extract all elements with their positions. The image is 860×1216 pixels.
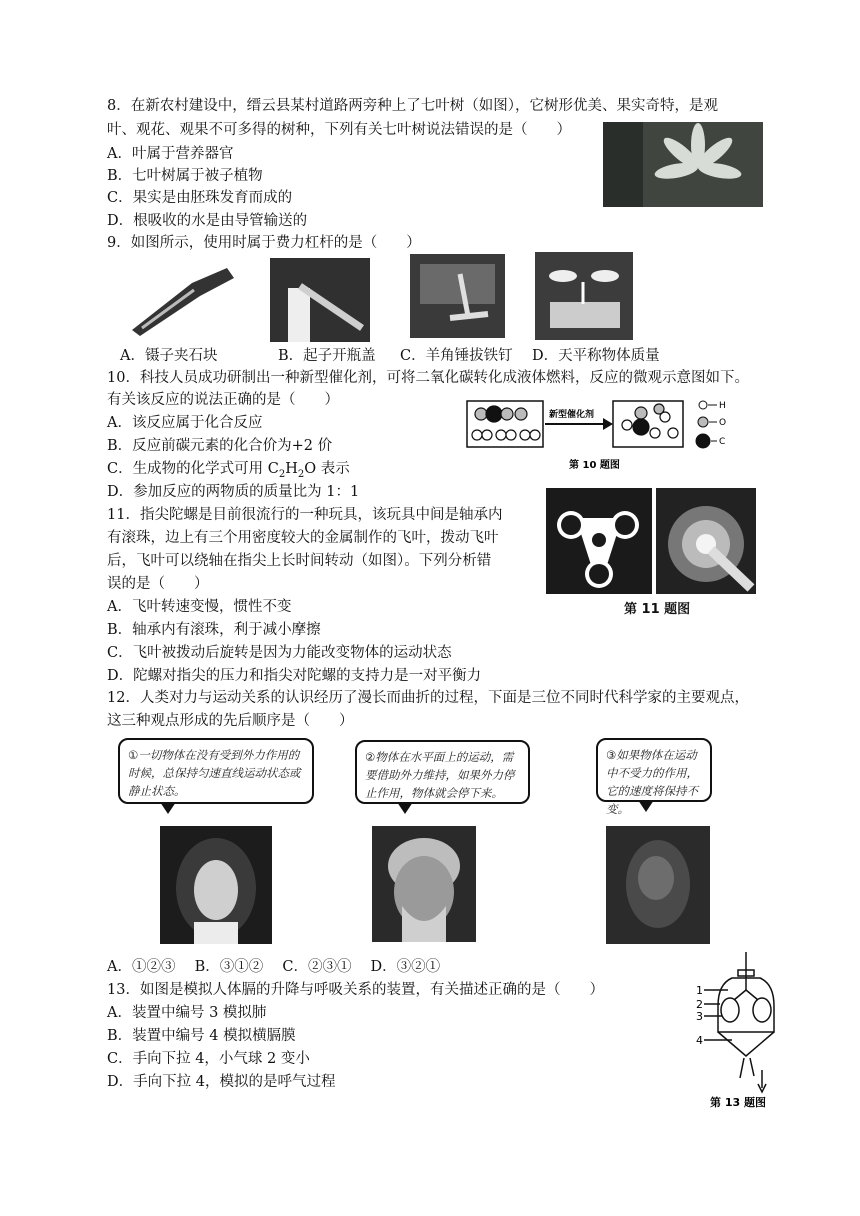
q13-caption: 第 13 题图: [710, 1096, 766, 1109]
label-2: 2: [696, 998, 703, 1011]
q11-stem-line1: 11．指尖陀螺是目前很流行的一种玩具，该玩具中间是轴承内: [107, 507, 503, 523]
claw-hammer-picture: [410, 254, 505, 338]
q11-caption: 第 11 题图: [624, 602, 691, 617]
diaphragm-model-diagram: [696, 950, 796, 1110]
legend-h: H: [719, 401, 726, 411]
newton-portrait: [160, 826, 272, 944]
q8-option-d: D．根吸收的水是由导管输送的: [107, 213, 308, 229]
q11-option-b: B．轴承内有滚珠，利于减小摩擦: [107, 622, 321, 638]
label-3: 3: [696, 1010, 703, 1023]
c-subscript: 2: [278, 468, 286, 480]
h-symbol: H: [285, 461, 298, 477]
seven-leaf-tree-photo: [603, 122, 763, 207]
q9-options-row: [120, 347, 660, 365]
h-subscript: 2: [297, 468, 305, 480]
legend-c: C: [719, 437, 726, 447]
q10-option-a: A．该反应属于化合反应: [107, 415, 263, 431]
q8-stem-line1: 8．在新农村建设中，缙云县某村道路两旁种上了七叶树（如图），它树形优美、果实奇特，是观: [107, 98, 718, 114]
q8-option-b: B．七叶树属于被子植物: [107, 168, 263, 184]
q10-stem-line1: 10．科技人员成功研制出一种新型催化剂，可将二氧化碳转化成液体燃料，反应的微观示意图如下。: [107, 370, 749, 386]
q11-stem-line4: 误的是（ ）: [107, 576, 209, 592]
fidget-spinner-photos: [546, 488, 756, 594]
q12-options: A．①②③ B．③①② C．②③① D．③②①: [107, 959, 441, 975]
q12-stem-line2: 这三种观点形成的先后顺序是（ ）: [107, 713, 354, 729]
galileo-portrait: [606, 826, 710, 944]
q10-option-d: D．参加反应的两物质的质量比为 1：1: [107, 484, 360, 500]
label-4: 4: [696, 1034, 703, 1047]
q10-option-b: B．反应前碳元素的化合价为+2 价: [107, 438, 333, 454]
aristotle-portrait: [372, 826, 476, 942]
viewpoint-bubble-2: ②物体在水平面上的运动，需要借助外力维持，如果外力停止作用，物体就会停下来。: [355, 740, 530, 804]
q13-option-c: C．手向下拉 4，小气球 2 变小: [107, 1051, 310, 1067]
q11-stem-line3: 后，飞叶可以绕轴在指尖上长时间转动（如图）。下列分析错: [107, 553, 492, 569]
balance-scale-picture: [535, 252, 633, 340]
q11-option-c: C．飞叶被拨动后旋转是因为力能改变物体的运动状态: [107, 645, 452, 661]
q9-stem: 9．如图所示，使用时属于费力杠杆的是（ ）: [107, 235, 421, 251]
q8-option-a: A．叶属于营养器官: [107, 146, 234, 162]
label-1: 1: [696, 984, 703, 997]
q10-caption: 第 10 题图: [569, 460, 620, 471]
viewpoint-bubble-1: ①一切物体在没有受到外力作用的时候，总保持匀速直线运动状态或静止状态。: [118, 738, 314, 804]
reaction-diagram: [465, 395, 745, 475]
q8-stem-line2: 叶、观花、观果不可多得的树种，下列有关七叶树说法错误的是（ ）: [107, 122, 571, 138]
bottle-opener-picture: [270, 258, 370, 342]
q9-option-d: D．天平称物体质量: [532, 348, 660, 364]
q9-option-c: C．羊角锤拔铁钉: [400, 348, 513, 364]
q13-stem: 13．如图是模拟人体膈的升降与呼吸关系的装置，有关描述正确的是（ ）: [107, 982, 604, 998]
formula-tail: O 表示: [304, 461, 350, 477]
viewpoint-bubble-3: ③如果物体在运动中不受力的作用，它的速度将保持不变。: [596, 738, 712, 802]
q11-option-a: A．飞叶转速变慢，惯性不变: [107, 599, 292, 615]
legend-o: O: [719, 418, 727, 428]
q9-option-b: B．起子开瓶盖: [278, 348, 376, 364]
q13-option-b: B．装置中编号 4 模拟横膈膜: [107, 1028, 296, 1044]
q13-option-a: A．装置中编号 3 模拟肺: [107, 1005, 267, 1021]
q12-stem-line1: 12．人类对力与运动关系的认识经历了漫长而曲折的过程，下面是三位不同时代科学家的主要观点，: [107, 690, 749, 706]
q9-option-a: A．镊子夹石块: [120, 348, 218, 364]
q10-option-c: [107, 459, 350, 485]
q11-stem-line2: 有滚珠，边上有三个用密度较大的金属制作的飞叶，拨动飞叶: [107, 530, 499, 546]
q13-option-d: D．手向下拉 4，模拟的是呼气过程: [107, 1074, 336, 1090]
q10-option-c-text: C．生成物的化学式可用 C: [107, 461, 279, 477]
catalyst-label: 新型催化剂: [549, 410, 595, 420]
q10-stem-line2: 有关该反应的说法正确的是（ ）: [107, 392, 339, 408]
q8-option-c: C．果实是由胚珠发育而成的: [107, 190, 293, 206]
q11-option-d: D．陀螺对指尖的压力和指尖对陀螺的支持力是一对平衡力: [107, 668, 482, 684]
tweezers-picture: [122, 258, 240, 338]
